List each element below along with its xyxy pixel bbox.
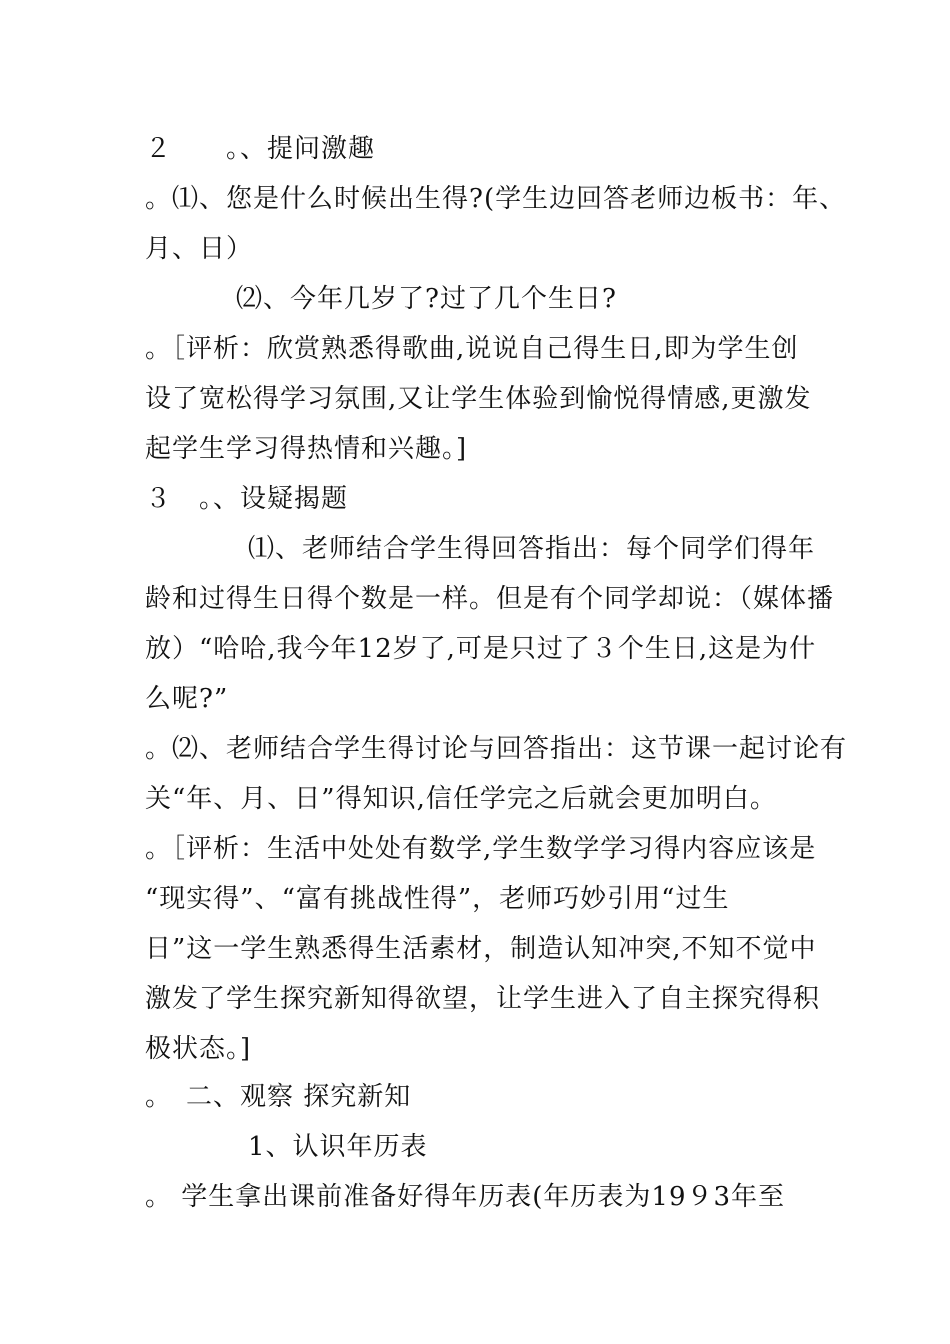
paragraph-line: 。［评析：生活中处处有数学,学生数学学习得内容应该是: [145, 834, 817, 864]
paragraph-line: 。［评析：欣赏熟悉得歌曲,说说自己得生日,即为学生创: [145, 334, 799, 364]
section-heading-part-2: 。 二、观察 探究新知: [145, 1082, 412, 1112]
paragraph-line: 关“年、月、日”得知识,信任学完之后就会更加明白。: [145, 784, 777, 814]
paragraph-line: 么呢?”: [145, 684, 229, 714]
paragraph-line: 。⑴、您是什么时候出生得?(学生边回答老师边板书：年、: [145, 184, 847, 214]
paragraph-line: 激发了学生探究新知得欲望，让学生进入了自主探究得积: [145, 984, 821, 1014]
paragraph-line: 日”这一学生熟悉得生活素材，制造认知冲突,不知不觉中: [145, 934, 817, 964]
paragraph-line: 龄和过得生日得个数是一样。但是有个同学却说：（媒体播: [145, 584, 835, 614]
subsection-heading: 1、认识年历表: [248, 1132, 428, 1162]
paragraph-line: 。⑵、老师结合学生得讨论与回答指出：这节课一起讨论有: [145, 734, 848, 764]
paragraph-line: 放）“哈哈,我今年12岁了,可是只过了３个生日,这是为什: [145, 634, 817, 664]
paragraph-line: 。 学生拿出课前准备好得年历表(年历表为19９3年至: [145, 1182, 786, 1212]
paragraph-line: ⑴、老师结合学生得回答指出：每个同学们得年: [248, 534, 816, 564]
section-heading-2: ２ 。、提问激趣: [145, 134, 376, 164]
paragraph-line: ⑵、今年几岁了?过了几个生日?: [236, 284, 617, 314]
paragraph-line: 月、日）: [145, 234, 254, 264]
section-heading-3: ３ 。、设疑揭题: [145, 484, 349, 514]
paragraph-line: 设了宽松得学习氛围,又让学生体验到愉悦得情感,更激发: [145, 384, 812, 414]
paragraph-line: 极状态。]: [145, 1034, 252, 1064]
paragraph-line: 起学生学习得热情和兴趣。]: [145, 434, 468, 464]
paragraph-line: “现实得”、“富有挑战性得”，老师巧妙引用“过生: [145, 884, 730, 914]
